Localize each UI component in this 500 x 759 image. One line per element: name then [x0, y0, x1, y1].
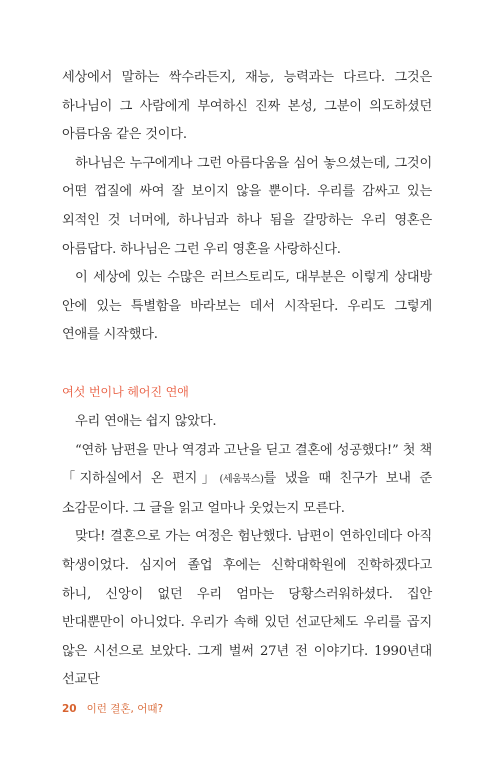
body-paragraph: 하나님은 누구에게나 그런 아름다움을 심어 놓으셨는데, 그것이 어떤 껍질에 싸여 잘 보이지 않을 뿐이다. 우리를 감싸고 있는 외적인 것 너머에, 하나님과 하나 됨을 갈망하는 우리 영혼은 아름답다. 하나님은 그런 우리 영혼을 사랑하신다.: [62, 155, 432, 257]
top-text-block: [62, 64, 432, 350]
section-heading: 여섯 번이나 헤어진 연애: [62, 385, 189, 399]
paragraph-text-before-publisher: “연하 남편을 만나 역경과 고난을 딛고 결혼에 성공했다!” 첫 책 「지하실에서 온 편지」: [62, 442, 432, 487]
running-book-title: 이런 결혼, 어때?: [86, 703, 164, 715]
body-paragraph: 맞다! 결혼으로 가는 여정은 험난했다. 남편이 연하인데다 아직 학생이었다. 심지어 졸업 후에는 신학대학원에 진학하겠다고 하니, 신앙이 없던 우리 엄마는 당황스러워하셨다. 집안 반대뿐만이 아니었다. 우리가 속해 있던 선교단체도 우리를 곱지 않은 시선으로 보았다. 그게 벌써 27년 전 이야기다. 1990년대 선교단: [62, 529, 432, 688]
paragraph-text-after-publisher: 를 냈을 때 친구가 보내 준 소감문이다. 그 글을 읽고 얼마나 웃었는지 모른다.: [62, 471, 432, 516]
section-text-block: [62, 408, 432, 695]
body-paragraph: 이 세상에 있는 수많은 러브스토리도, 대부분은 이렇게 상대방 안에 있는 특별함을 바라보는 데서 시작된다. 우리도 그렇게 연애를 시작했다.: [62, 270, 432, 343]
publisher-note: (세움북스): [219, 474, 264, 486]
page-number: 20: [62, 703, 77, 715]
body-paragraph: 세상에서 말하는 싹수라든지, 재능, 능력과는 다르다. 그것은 하나님이 그 사람에게 부여하신 진짜 본성, 그분이 의도하셨던 아름다움 같은 것이다.: [62, 70, 432, 143]
body-paragraph: [62, 437, 432, 524]
body-paragraph: 우리 연애는 쉽지 않았다.: [75, 414, 217, 429]
page-footer: [62, 701, 163, 716]
